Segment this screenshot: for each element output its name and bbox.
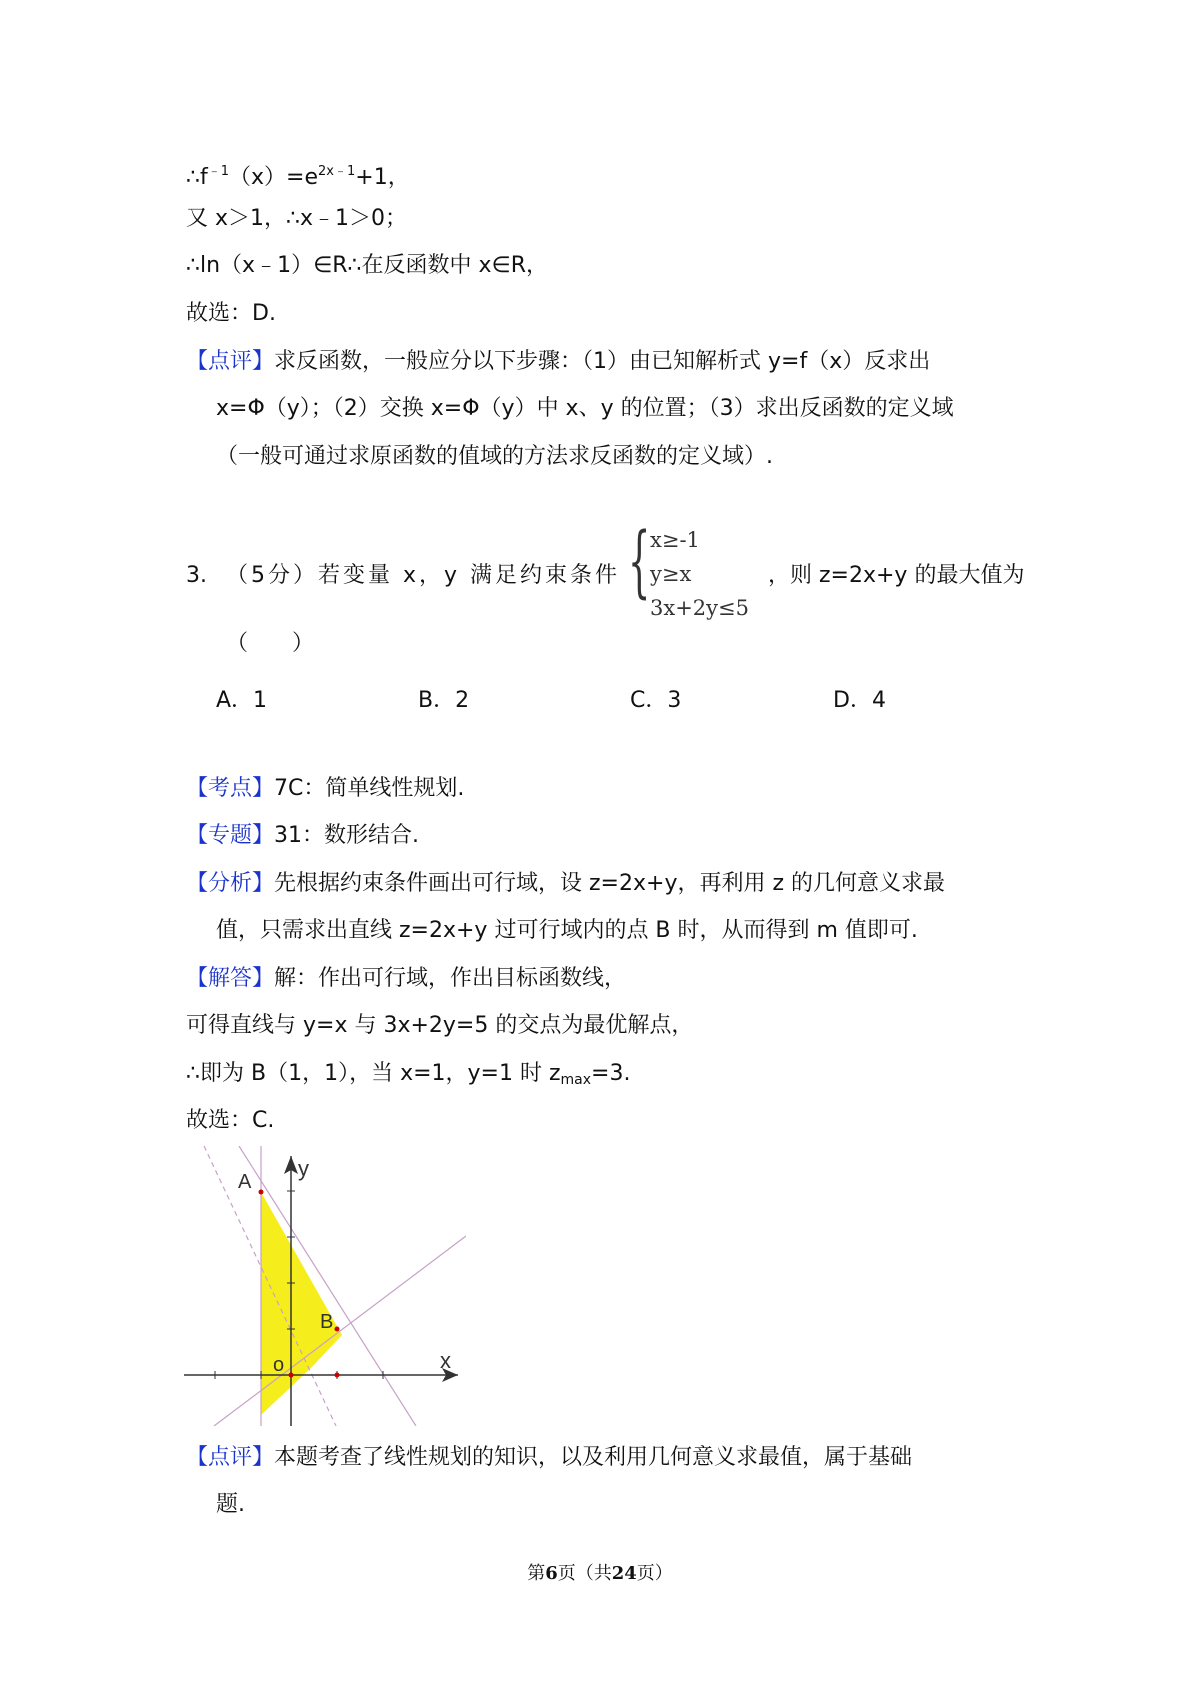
zhuanti-line	[186, 820, 419, 852]
total-pages: 24	[611, 1563, 637, 1584]
zhuanti-tag: 【专题】	[186, 823, 275, 848]
solution-line-1	[186, 156, 410, 194]
jieda-text: 解：作出可行域，作出目标函数线，	[274, 966, 627, 991]
review-text: 本题考查了线性规划的知识，以及利用几何意义求最值，属于基础	[274, 1445, 913, 1470]
question-number: 3.	[186, 563, 207, 588]
jieda-line-1	[186, 963, 626, 995]
option-c: C．3	[630, 688, 682, 713]
review-tag: 【点评】	[186, 1445, 275, 1470]
zhuanti-text: 31：数形结合.	[274, 823, 420, 848]
text: （x）=e	[229, 165, 319, 190]
kaodian-text: 7C：简单线性规划.	[274, 776, 465, 801]
option-a: A．1	[216, 688, 268, 713]
point-a	[259, 1190, 264, 1195]
option-b: B．2	[418, 688, 470, 713]
review-2-line-2: 题.	[216, 1492, 245, 1517]
constraint-brace: {	[628, 517, 651, 607]
point-x2	[335, 1373, 340, 1378]
question-stem: （5分）若变量 x，y 满足约束条件	[226, 563, 621, 588]
solution-line-4: 故选：D.	[186, 301, 276, 326]
footer-text: 第	[527, 1563, 546, 1584]
jieda-line-2: 可得直线与 y=x 与 3x+2y=5 的交点为最优解点，	[186, 1013, 694, 1038]
review-1-line-2: x=Φ（y）；（2）交换 x=Φ（y）中 x、y 的位置；（3）求出反函数的定义域	[216, 396, 954, 421]
fenxi-line-1	[186, 868, 945, 900]
footer-text: 页）	[636, 1563, 673, 1584]
review-1-line-3: （一般可通过求原函数的值域的方法求反函数的定义域）.	[216, 444, 773, 469]
question-tail: ，则 z=2x+y 的最大值为	[768, 563, 1025, 588]
line-y-equals-x	[214, 1236, 466, 1426]
point-b	[335, 1327, 340, 1332]
constraint-1: x≥-1	[650, 528, 700, 552]
review-1-line-1	[186, 346, 930, 378]
kaodian-line	[186, 773, 464, 805]
text: ∴即为 B（1，1），当 x=1，y=1 时 z	[186, 1061, 561, 1086]
constraint-3: 3x+2y≤5	[650, 596, 749, 620]
text: ∴f	[186, 165, 208, 190]
footer-text: 页（共	[557, 1563, 612, 1584]
label-a: A	[238, 1171, 252, 1193]
option-d: D．4	[833, 688, 886, 713]
label-y: y	[298, 1156, 309, 1181]
feasible-region-figure	[184, 1146, 466, 1426]
superscript: 2x﹣1	[318, 164, 356, 179]
label-o: o	[273, 1354, 285, 1376]
solution-line-2: 又 x＞1，∴x﹣1＞0；	[186, 206, 408, 231]
jieda-line-4: 故选：C.	[186, 1108, 275, 1133]
text: =3.	[591, 1061, 631, 1086]
solution-line-3: ∴ln（x﹣1）∈R∴在反函数中 x∈R，	[186, 253, 548, 278]
point-o	[289, 1373, 294, 1378]
answer-paren: （ ）	[226, 631, 315, 656]
fenxi-line-2: 值，只需求出直线 z=2x+y 过可行域内的点 B 时，从而得到 m 值即可.	[216, 918, 918, 943]
kaodian-tag: 【考点】	[186, 776, 275, 801]
constraint-system	[650, 523, 749, 625]
page-number: 6	[545, 1563, 558, 1584]
fenxi-tag: 【分析】	[186, 871, 275, 896]
text: +1，	[355, 165, 410, 190]
label-b: B	[320, 1311, 334, 1333]
label-x: x	[440, 1348, 451, 1373]
review-text: 求反函数，一般应分以下步骤：（1）由已知解析式 y=f（x）反求出	[274, 349, 931, 374]
superscript: ﹣1	[207, 164, 230, 179]
constraint-2: y≥x	[650, 562, 692, 586]
jieda-tag: 【解答】	[186, 966, 275, 991]
review-tag: 【点评】	[186, 349, 275, 374]
jieda-line-3	[186, 1058, 630, 1096]
review-2-line-1	[186, 1442, 912, 1474]
fenxi-text: 先根据约束条件画出可行域，设 z=2x+y，再利用 z 的几何意义求最	[274, 871, 945, 896]
subscript: max	[560, 1072, 592, 1088]
page-footer	[0, 1559, 1200, 1585]
